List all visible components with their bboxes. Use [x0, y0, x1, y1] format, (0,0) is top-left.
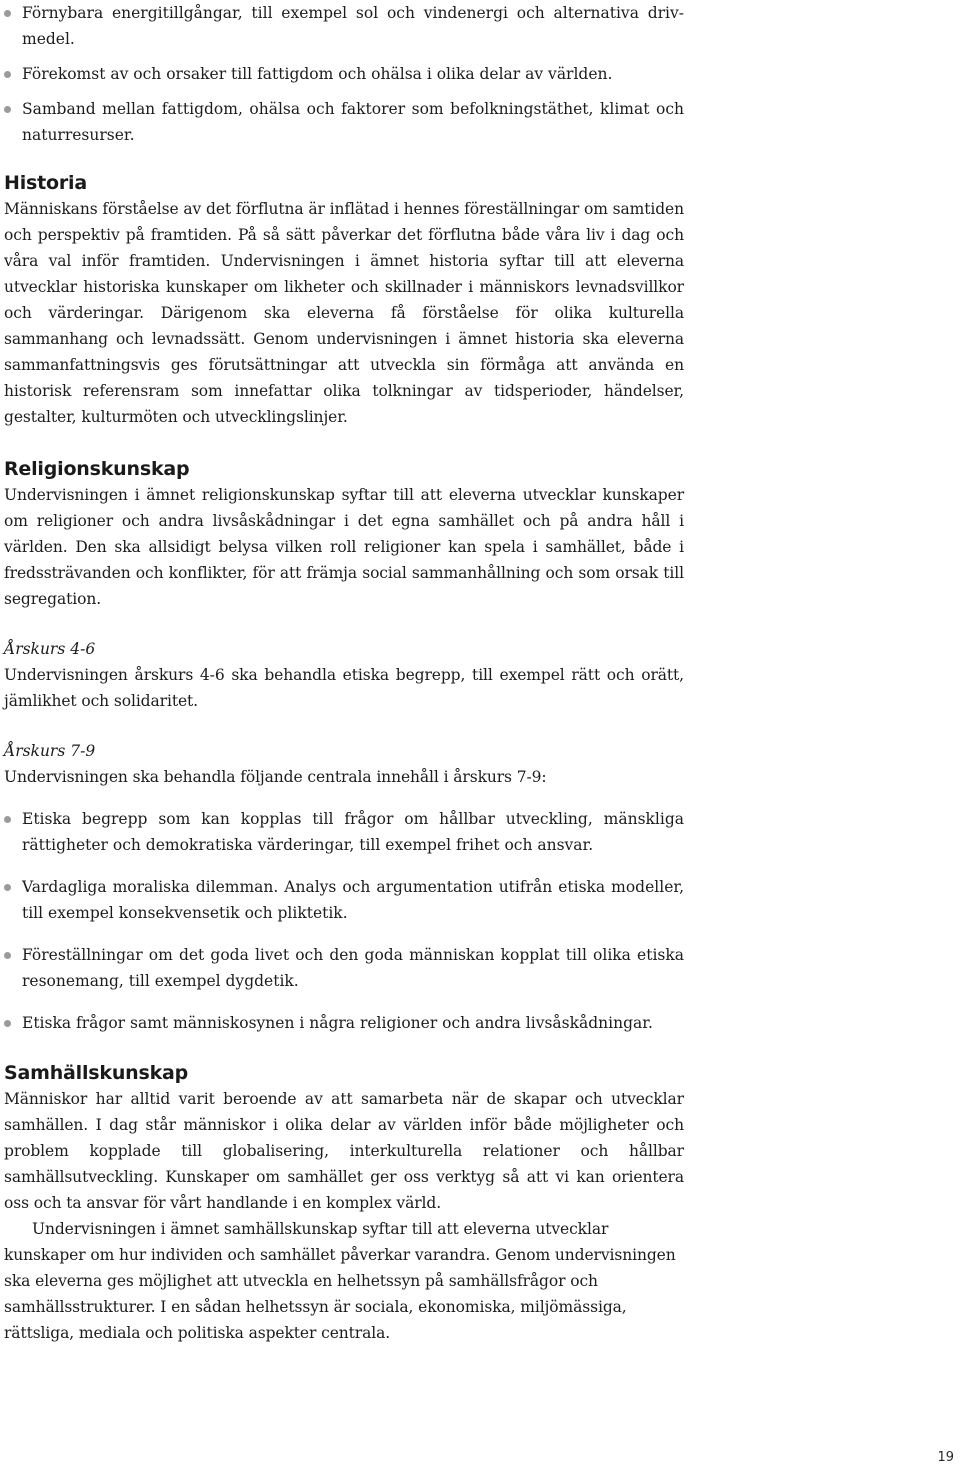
section-heading-historia: Historia: [4, 172, 87, 194]
section-heading-religionskunskap: Religionskunskap: [4, 458, 190, 480]
list-item: Förekomst av och orsaker till fattigdom och ohälsa i olika delar av världen.: [4, 61, 684, 87]
bullet-icon: [4, 10, 11, 17]
section-heading-samhallskunskap: Samhällskunskap: [4, 1062, 189, 1084]
list-item: Förnybara energitillgångar, till exempel sol och vindenergi och alternativa driv- medel.: [4, 0, 684, 52]
page-number: 19: [937, 1450, 954, 1465]
subheading-arskurs-7-9: Årskurs 7-9: [4, 742, 96, 760]
bullet-icon: [4, 884, 11, 891]
list-item: Föreställningar om det goda livet och den goda människan kopplat till olika etiska resonemang, till exempel dygdetik.: [4, 942, 684, 994]
historia-paragraph: Människans förståelse av det förflutna är inflätad i hennes föreställningar om samtiden och perspektiv på framtiden. På så sätt påverkar det förflutna både våra liv i dag och våra val inför framtiden. Undervisningen i ämnet historia syftar till att eleverna utvecklar historiska kunskaper om likheter och skillnader i människors levnadsvillkor och värderingar. Därigenom ska eleverna få förståelse för olika kulturella sammanhang och levnadssätt. Genom undervisningen i ämnet historia ska eleverna sammanfattningsvis ges förutsättningar att utveckla sin förmåga att använda en historisk referensram som innefattar olika tolkningar av tidsperioder, händelser, gestalter, kulturmöten och utvecklingslinjer.: [4, 200, 684, 426]
list-item: Etiska frågor samt människosynen i några religioner och andra livsåskådningar.: [4, 1010, 684, 1036]
intro-bullet-list: [4, 0, 684, 148]
list-item: Samband mellan fattigdom, ohälsa och faktorer som befolkningstäthet, klimat och naturresurser.: [4, 96, 684, 148]
bullet-icon: [4, 71, 11, 78]
subheading-arskurs-4-6: Årskurs 4-6: [4, 640, 96, 658]
list-item: Vardagliga moraliska dilemman. Analys och argumentation utifrån etiska modeller, till exempel konsekvensetik och pliktetik.: [4, 874, 684, 926]
bullet-icon: [4, 1020, 11, 1027]
samhall-paragraph-1: Människor har alltid varit beroende av att samarbeta när de skapar och utvecklar samhällen. I dag står människor i olika delar av världen inför både möjligheter och problem kopplade till globalisering, interkulturella relationer och hållbar samhällsutveckling. Kunskaper om samhället ger oss verktyg så att vi kan orientera oss och ta ansvar för vårt handlande i en komplex värld.: [4, 1090, 684, 1212]
samhall-paragraph-2: Undervisningen i ämnet samhällskunskap syftar till att eleverna utvecklar kunskaper om hur individen och samhället påverkar varandra. Genom undervisningen ska eleverna ges möjlighet att utveckla en helhetssyn på samhällsfrågor och samhällsstrukturer. I en sådan helhetssyn är sociala, ekonomiska, miljömässiga, rättsliga, mediala och politiska aspekter centrala.: [4, 1220, 676, 1342]
document-page: [4, 0, 684, 1346]
bullet-icon: [4, 952, 11, 959]
arskurs-7-9-paragraph: Undervisningen ska behandla följande centrala innehåll i årskurs 7-9:: [4, 768, 547, 786]
religion-paragraph: Undervisningen i ämnet religionskunskap syftar till att eleverna utvecklar kunskaper om religioner och andra livsåskådningar i det egna samhället och på andra håll i världen. Den ska allsidigt belysa vilken roll religioner kan spela i samhället, både i fredssträvanden och konflikter, för att främja social sammanhållning och som orsak till segregation.: [4, 486, 684, 608]
arskurs-4-6-paragraph: Undervisningen årskurs 4-6 ska behandla etiska begrepp, till exempel rätt och orätt, jämlikhet och solidaritet.: [4, 666, 684, 710]
religion-bullet-list: [4, 806, 684, 1036]
list-item: Etiska begrepp som kan kopplas till frågor om hållbar utveckling, mänskliga rättigheter och demokratiska värderingar, till exempel frihet och ansvar.: [4, 806, 684, 858]
bullet-icon: [4, 816, 11, 823]
bullet-icon: [4, 106, 11, 113]
